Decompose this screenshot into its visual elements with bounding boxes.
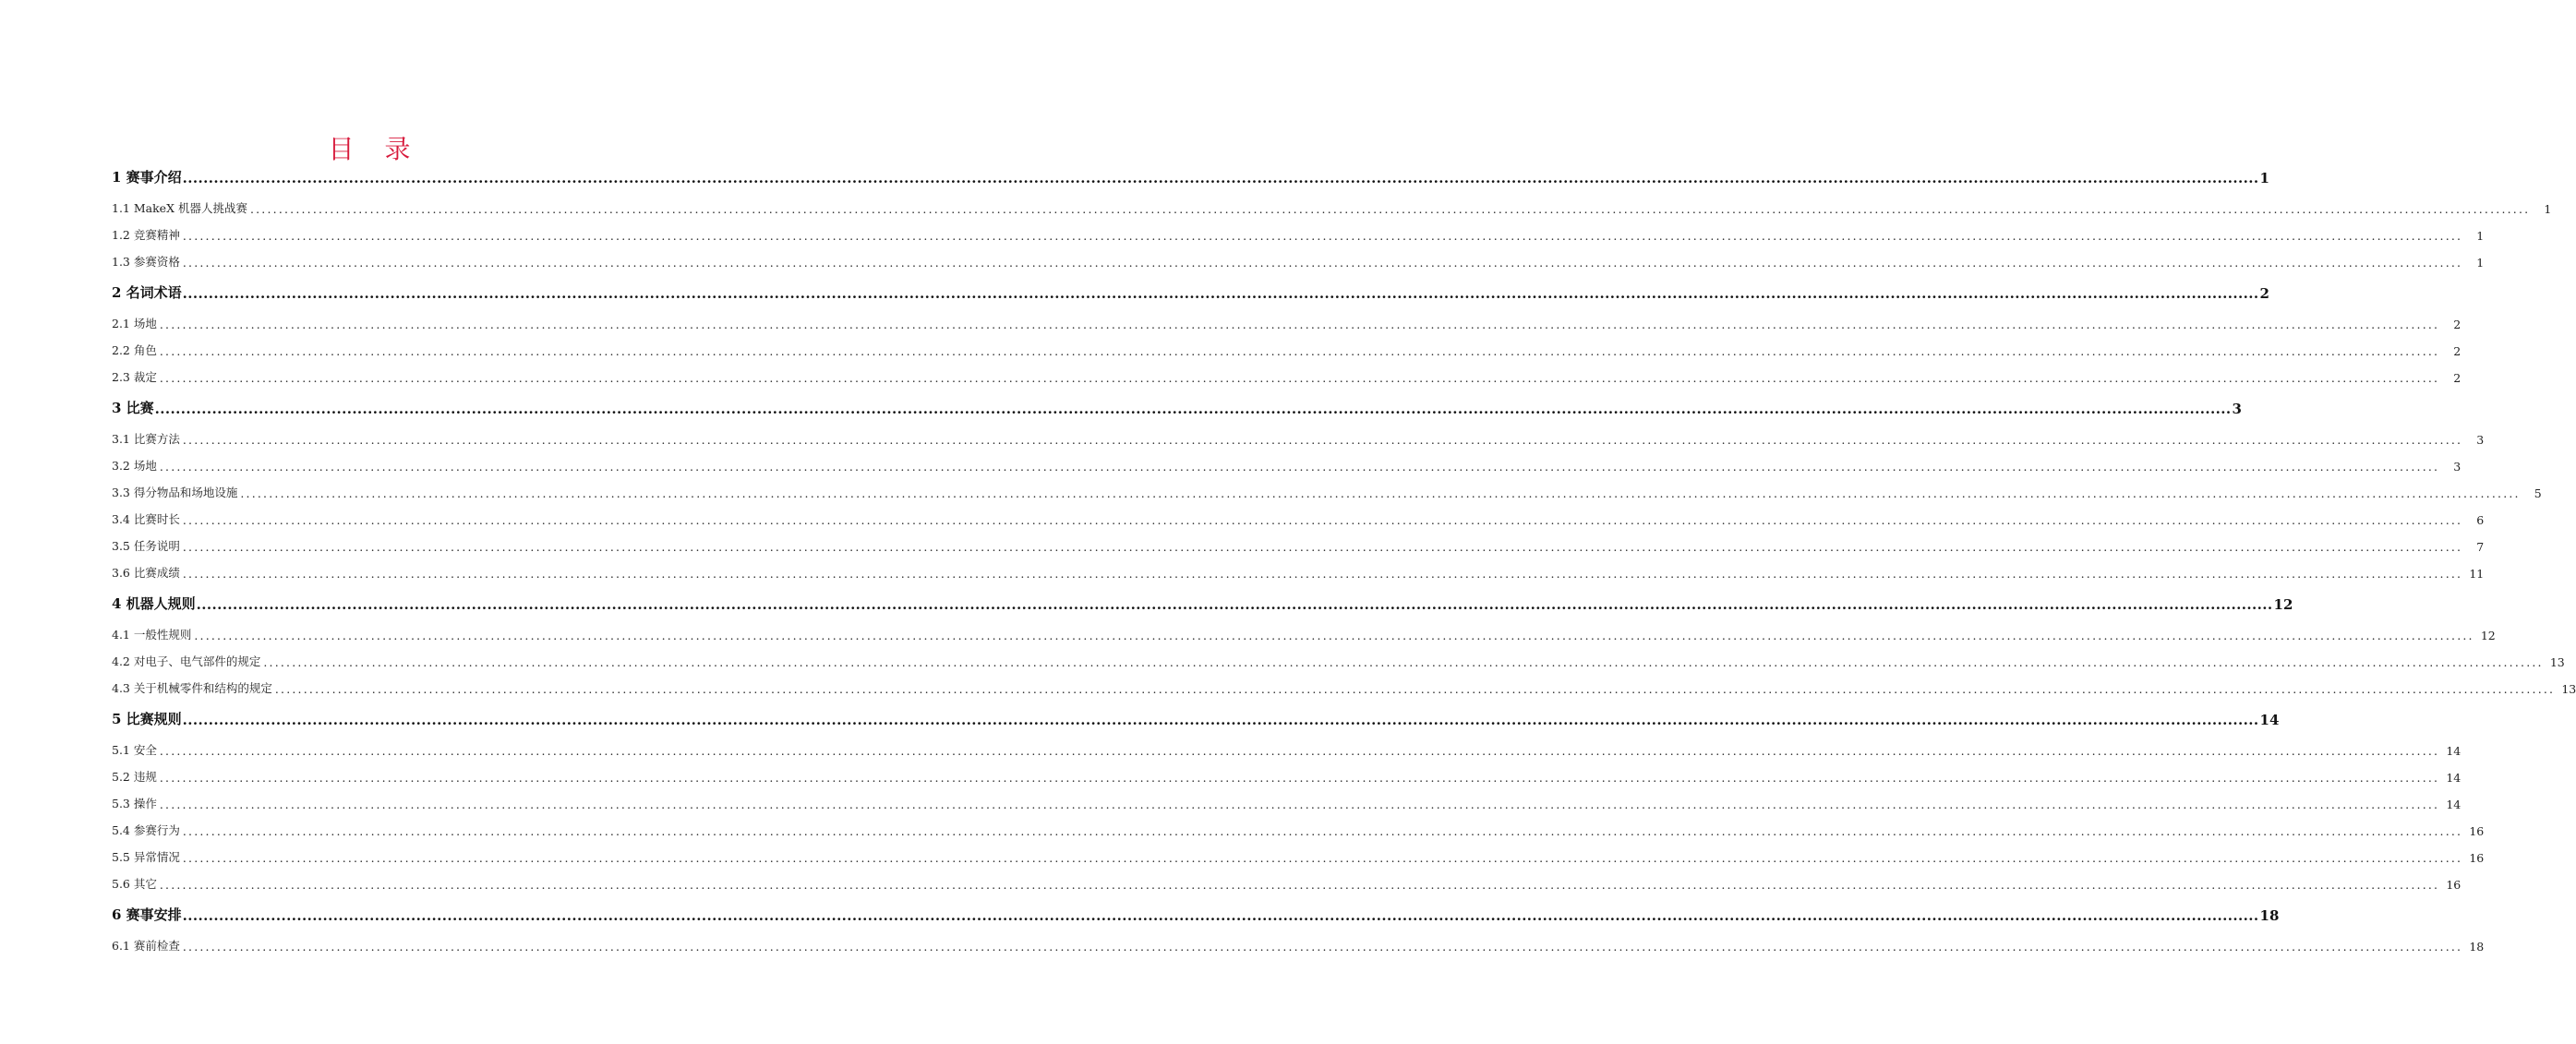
toc-section-row[interactable] (112, 871, 2462, 892)
toc-entry-label: 3.5 任务说明 (112, 539, 180, 553)
toc-leader-dots: ................................................................................................................................................................................................................................................................................................................................................................................................................ (182, 712, 2259, 728)
toc-leader-dots: ................................................................................................................................................................................................................................................................................................................................................................................................................ (159, 798, 2440, 811)
toc-entry-label: 4.1 一般性规则 (112, 628, 192, 642)
toc-leader-dots: ................................................................................................................................................................................................................................................................................................................................................................................................................ (274, 682, 2556, 696)
toc-entry-page: 1 (2259, 170, 2269, 186)
toc-entry-label: 1.2 竞赛精神 (112, 228, 180, 242)
toc-section-row[interactable] (112, 222, 2485, 243)
toc-entry-page: 12 (2480, 629, 2496, 642)
toc-leader-dots: ................................................................................................................................................................................................................................................................................................................................................................................................................ (159, 371, 2440, 385)
toc-entry-label: 4 机器人规则 (112, 595, 196, 612)
toc-entry-page: 2 (2453, 371, 2462, 385)
toc-entry-page: 1 (2544, 202, 2552, 216)
toc-entry-page: 16 (2469, 851, 2485, 865)
toc-entry-label: 5.2 违规 (112, 770, 157, 784)
toc-entry-page: 16 (2446, 878, 2462, 892)
toc-section-row[interactable] (112, 818, 2485, 838)
toc-leader-dots: ................................................................................................................................................................................................................................................................................................................................................................................................................ (182, 513, 2463, 527)
toc-section-row[interactable] (112, 738, 2462, 758)
toc-entry-label: 1.3 参赛资格 (112, 255, 180, 269)
toc-entry-label: 1 赛事介绍 (112, 169, 182, 186)
toc-entry-label: 3.4 比赛时长 (112, 512, 180, 526)
toc-entry-page: 5 (2534, 486, 2542, 500)
toc-entry-label: 5.1 安全 (112, 743, 157, 757)
toc-leader-dots: ................................................................................................................................................................................................................................................................................................................................................................................................................ (182, 285, 2259, 302)
toc-chapter-row[interactable] (112, 282, 2269, 302)
toc-leader-dots: ................................................................................................................................................................................................................................................................................................................................................................................................................ (249, 202, 2531, 216)
toc-entry-page: 14 (2446, 744, 2462, 758)
toc-leader-dots: ................................................................................................................................................................................................................................................................................................................................................................................................................ (159, 318, 2440, 331)
toc-leader-dots: ................................................................................................................................................................................................................................................................................................................................................................................................................ (159, 771, 2440, 785)
page-title: 目 录 (328, 134, 422, 164)
toc-leader-dots: ................................................................................................................................................................................................................................................................................................................................................................................................................ (154, 401, 2232, 417)
toc-section-row[interactable] (112, 365, 2462, 385)
toc-entry-label: 4.3 关于机械零件和结构的规定 (112, 681, 272, 695)
toc-entry-page: 2 (2453, 318, 2462, 331)
toc-entry-label: 5.3 操作 (112, 797, 157, 810)
toc-leader-dots: ................................................................................................................................................................................................................................................................................................................................................................................................................ (182, 851, 2463, 865)
toc-chapter-row[interactable] (112, 593, 2293, 613)
toc-entry-page: 18 (2469, 940, 2485, 954)
toc-entry-page: 1 (2476, 229, 2485, 243)
toc-entry-page: 2 (2259, 285, 2269, 302)
toc-section-row[interactable] (112, 453, 2462, 474)
toc-leader-dots: ................................................................................................................................................................................................................................................................................................................................................................................................................ (194, 629, 2474, 642)
toc-section-row[interactable] (112, 933, 2485, 954)
toc-leader-dots: ................................................................................................................................................................................................................................................................................................................................................................................................................ (182, 567, 2463, 581)
toc-section-row[interactable] (112, 249, 2485, 270)
toc-entry-label: 5.6 其它 (112, 877, 157, 891)
toc-entry-page: 12 (2273, 596, 2293, 613)
toc-leader-dots: ................................................................................................................................................................................................................................................................................................................................................................................................................ (196, 596, 2273, 613)
toc-entry-page: 3 (2476, 433, 2485, 447)
toc-leader-dots: ................................................................................................................................................................................................................................................................................................................................................................................................................ (263, 655, 2544, 669)
toc-entry-page: 18 (2259, 907, 2280, 924)
toc-entry-page: 3 (2453, 460, 2462, 474)
toc-entry-label: 6.1 赛前检查 (112, 939, 180, 953)
toc-section-row[interactable] (112, 845, 2485, 865)
toc-entry-page: 13 (2561, 682, 2576, 696)
toc-section-row[interactable] (112, 622, 2496, 642)
toc-entry-label: 5.4 参赛行为 (112, 823, 180, 837)
toc-entry-page: 14 (2446, 798, 2462, 811)
toc-section-row[interactable] (112, 426, 2485, 447)
toc-entry-label: 2 名词术语 (112, 284, 182, 301)
toc-section-row[interactable] (112, 764, 2462, 785)
toc-chapter-row[interactable] (112, 904, 2280, 924)
toc-entry-label: 1.1 MakeX 机器人挑战赛 (112, 201, 247, 215)
toc-entry-page: 14 (2446, 771, 2462, 785)
toc-entry-label: 2.2 角色 (112, 343, 157, 357)
toc-entry-page: 14 (2259, 712, 2280, 728)
toc-leader-dots: ................................................................................................................................................................................................................................................................................................................................................................................................................ (182, 824, 2463, 838)
toc-leader-dots: ................................................................................................................................................................................................................................................................................................................................................................................................................ (182, 540, 2463, 554)
toc-leader-dots: ................................................................................................................................................................................................................................................................................................................................................................................................................ (182, 229, 2463, 243)
toc-entry-page: 2 (2453, 344, 2462, 358)
toc-chapter-row[interactable] (112, 166, 2269, 186)
toc-section-row[interactable] (112, 480, 2542, 500)
toc-leader-dots: ................................................................................................................................................................................................................................................................................................................................................................................................................ (240, 486, 2521, 500)
toc-leader-dots: ................................................................................................................................................................................................................................................................................................................................................................................................................ (159, 460, 2440, 474)
toc-entry-page: 13 (2549, 655, 2565, 669)
toc-leader-dots: ................................................................................................................................................................................................................................................................................................................................................................................................................ (182, 940, 2463, 954)
toc-chapter-row[interactable] (112, 708, 2280, 728)
toc-entry-label: 3 比赛 (112, 400, 154, 416)
toc-section-row[interactable] (112, 649, 2565, 669)
toc-section-row[interactable] (112, 507, 2485, 527)
toc-leader-dots: ................................................................................................................................................................................................................................................................................................................................................................................................................ (182, 433, 2463, 447)
toc-entry-label: 5 比赛规则 (112, 711, 182, 727)
toc-entry-label: 6 赛事安排 (112, 906, 182, 923)
toc-section-row[interactable] (112, 311, 2462, 331)
toc-leader-dots: ................................................................................................................................................................................................................................................................................................................................................................................................................ (182, 170, 2259, 186)
toc-entry-label: 3.2 场地 (112, 459, 157, 473)
toc-entry-page: 11 (2469, 567, 2485, 581)
toc-leader-dots: ................................................................................................................................................................................................................................................................................................................................................................................................................ (182, 256, 2463, 270)
toc-section-row[interactable] (112, 676, 2576, 696)
toc-entry-label: 5.5 异常情况 (112, 850, 180, 864)
toc-section-row[interactable] (112, 791, 2462, 811)
toc-section-row[interactable] (112, 534, 2485, 554)
toc-entry-label: 3.6 比赛成绩 (112, 566, 180, 580)
toc-chapter-row[interactable] (112, 397, 2242, 417)
toc-entry-page: 3 (2232, 401, 2242, 417)
toc-entry-page: 16 (2469, 824, 2485, 838)
toc-section-row[interactable] (112, 560, 2485, 581)
toc-leader-dots: ................................................................................................................................................................................................................................................................................................................................................................................................................ (159, 744, 2440, 758)
toc-section-row[interactable] (112, 196, 2552, 216)
toc-entry-label: 4.2 对电子、电气部件的规定 (112, 654, 261, 668)
toc-entry-label: 3.1 比赛方法 (112, 432, 180, 446)
toc-entry-page: 1 (2476, 256, 2485, 270)
toc-leader-dots: ................................................................................................................................................................................................................................................................................................................................................................................................................ (159, 344, 2440, 358)
toc-leader-dots: ................................................................................................................................................................................................................................................................................................................................................................................................................ (182, 907, 2259, 924)
toc-section-row[interactable] (112, 338, 2462, 358)
toc-leader-dots: ................................................................................................................................................................................................................................................................................................................................................................................................................ (159, 878, 2440, 892)
toc-entry-label: 2.1 场地 (112, 317, 157, 330)
toc-entry-page: 6 (2476, 513, 2485, 527)
toc-entry-label: 2.3 裁定 (112, 370, 157, 384)
toc-entry-label: 3.3 得分物品和场地设施 (112, 486, 238, 499)
toc-entry-page: 7 (2476, 540, 2485, 554)
